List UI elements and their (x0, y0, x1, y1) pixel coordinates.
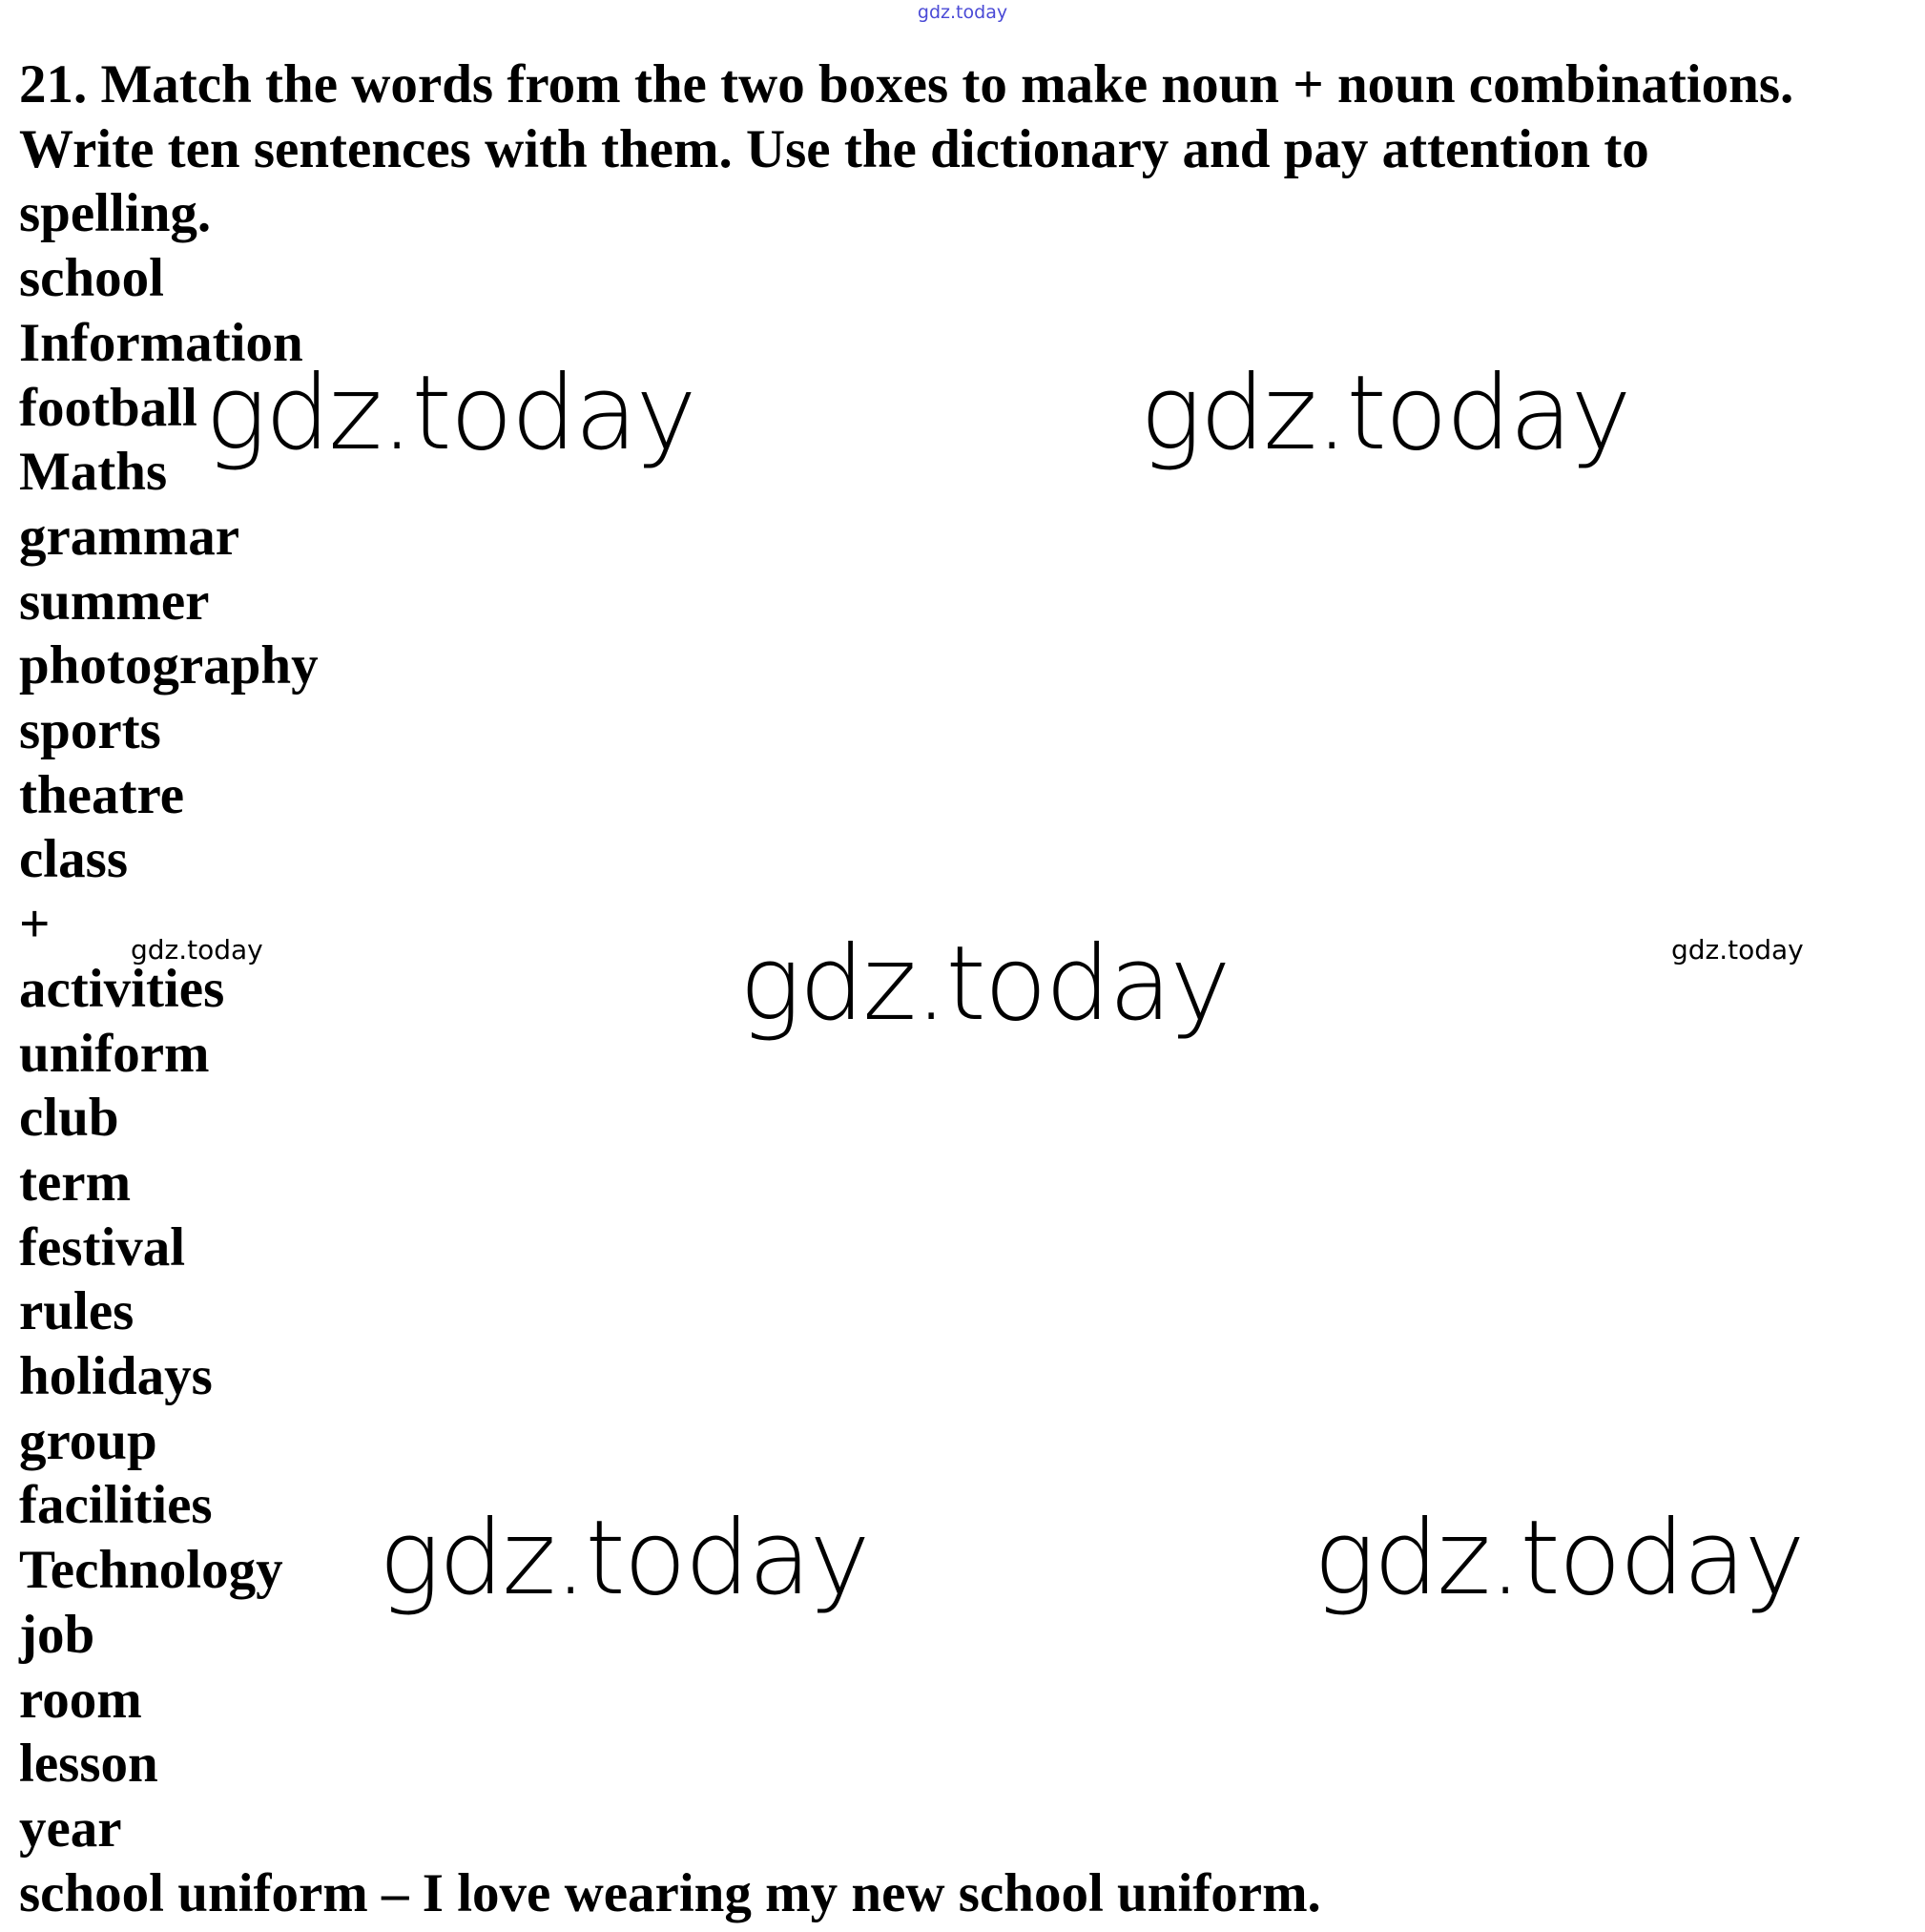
box-two-word: job (19, 1604, 95, 1665)
box-two-word: holidays (19, 1346, 213, 1407)
heading-line-1: 21. Match the words from the two boxes to make noun + noun combinations. (19, 54, 1794, 114)
box-one-word: theatre (19, 764, 185, 825)
box-one-word: photography (19, 635, 319, 696)
box-two-word: club (19, 1088, 119, 1149)
box-two-word: Technology (19, 1540, 283, 1601)
box-one-word: Maths (19, 442, 168, 503)
box-two-word: lesson (19, 1734, 158, 1795)
box-one-word: class (19, 829, 128, 890)
box-one-word: Information (19, 312, 303, 373)
watermark: gdz.today (1671, 934, 1804, 966)
watermark: gdz.today (739, 924, 1230, 1044)
heading-line-2: Write ten sentences with them. Use the dictionary and pay attention to (19, 118, 1649, 179)
box-one-word: school (19, 248, 165, 309)
box-two-word: term (19, 1152, 132, 1213)
box-one-word: summer (19, 571, 210, 632)
top-watermark: gdz.today (917, 2, 1008, 23)
box-two-word: uniform (19, 1023, 210, 1084)
box-one-word: grammar (19, 506, 240, 567)
example-sentence: school uniform – I love wearing my new school uniform. (19, 1862, 1321, 1923)
box-two-word: rules (19, 1281, 135, 1342)
plus-sign: + (19, 894, 51, 955)
watermark: gdz.today (379, 1499, 869, 1618)
watermark: gdz.today (1140, 354, 1630, 473)
box-two-word: festival (19, 1216, 186, 1278)
box-two-word: facilities (19, 1475, 213, 1536)
watermark: gdz.today (205, 354, 695, 473)
box-two-word: group (19, 1410, 157, 1471)
box-two-word: year (19, 1797, 122, 1859)
watermark: gdz.today (1314, 1499, 1804, 1618)
box-one-word: sports (19, 700, 161, 761)
box-one-word: football (19, 377, 197, 438)
box-two-word: room (19, 1669, 142, 1730)
heading-line-3: spelling. (19, 183, 212, 244)
box-two-word: activities (19, 958, 225, 1019)
watermark: gdz.today (131, 934, 263, 966)
